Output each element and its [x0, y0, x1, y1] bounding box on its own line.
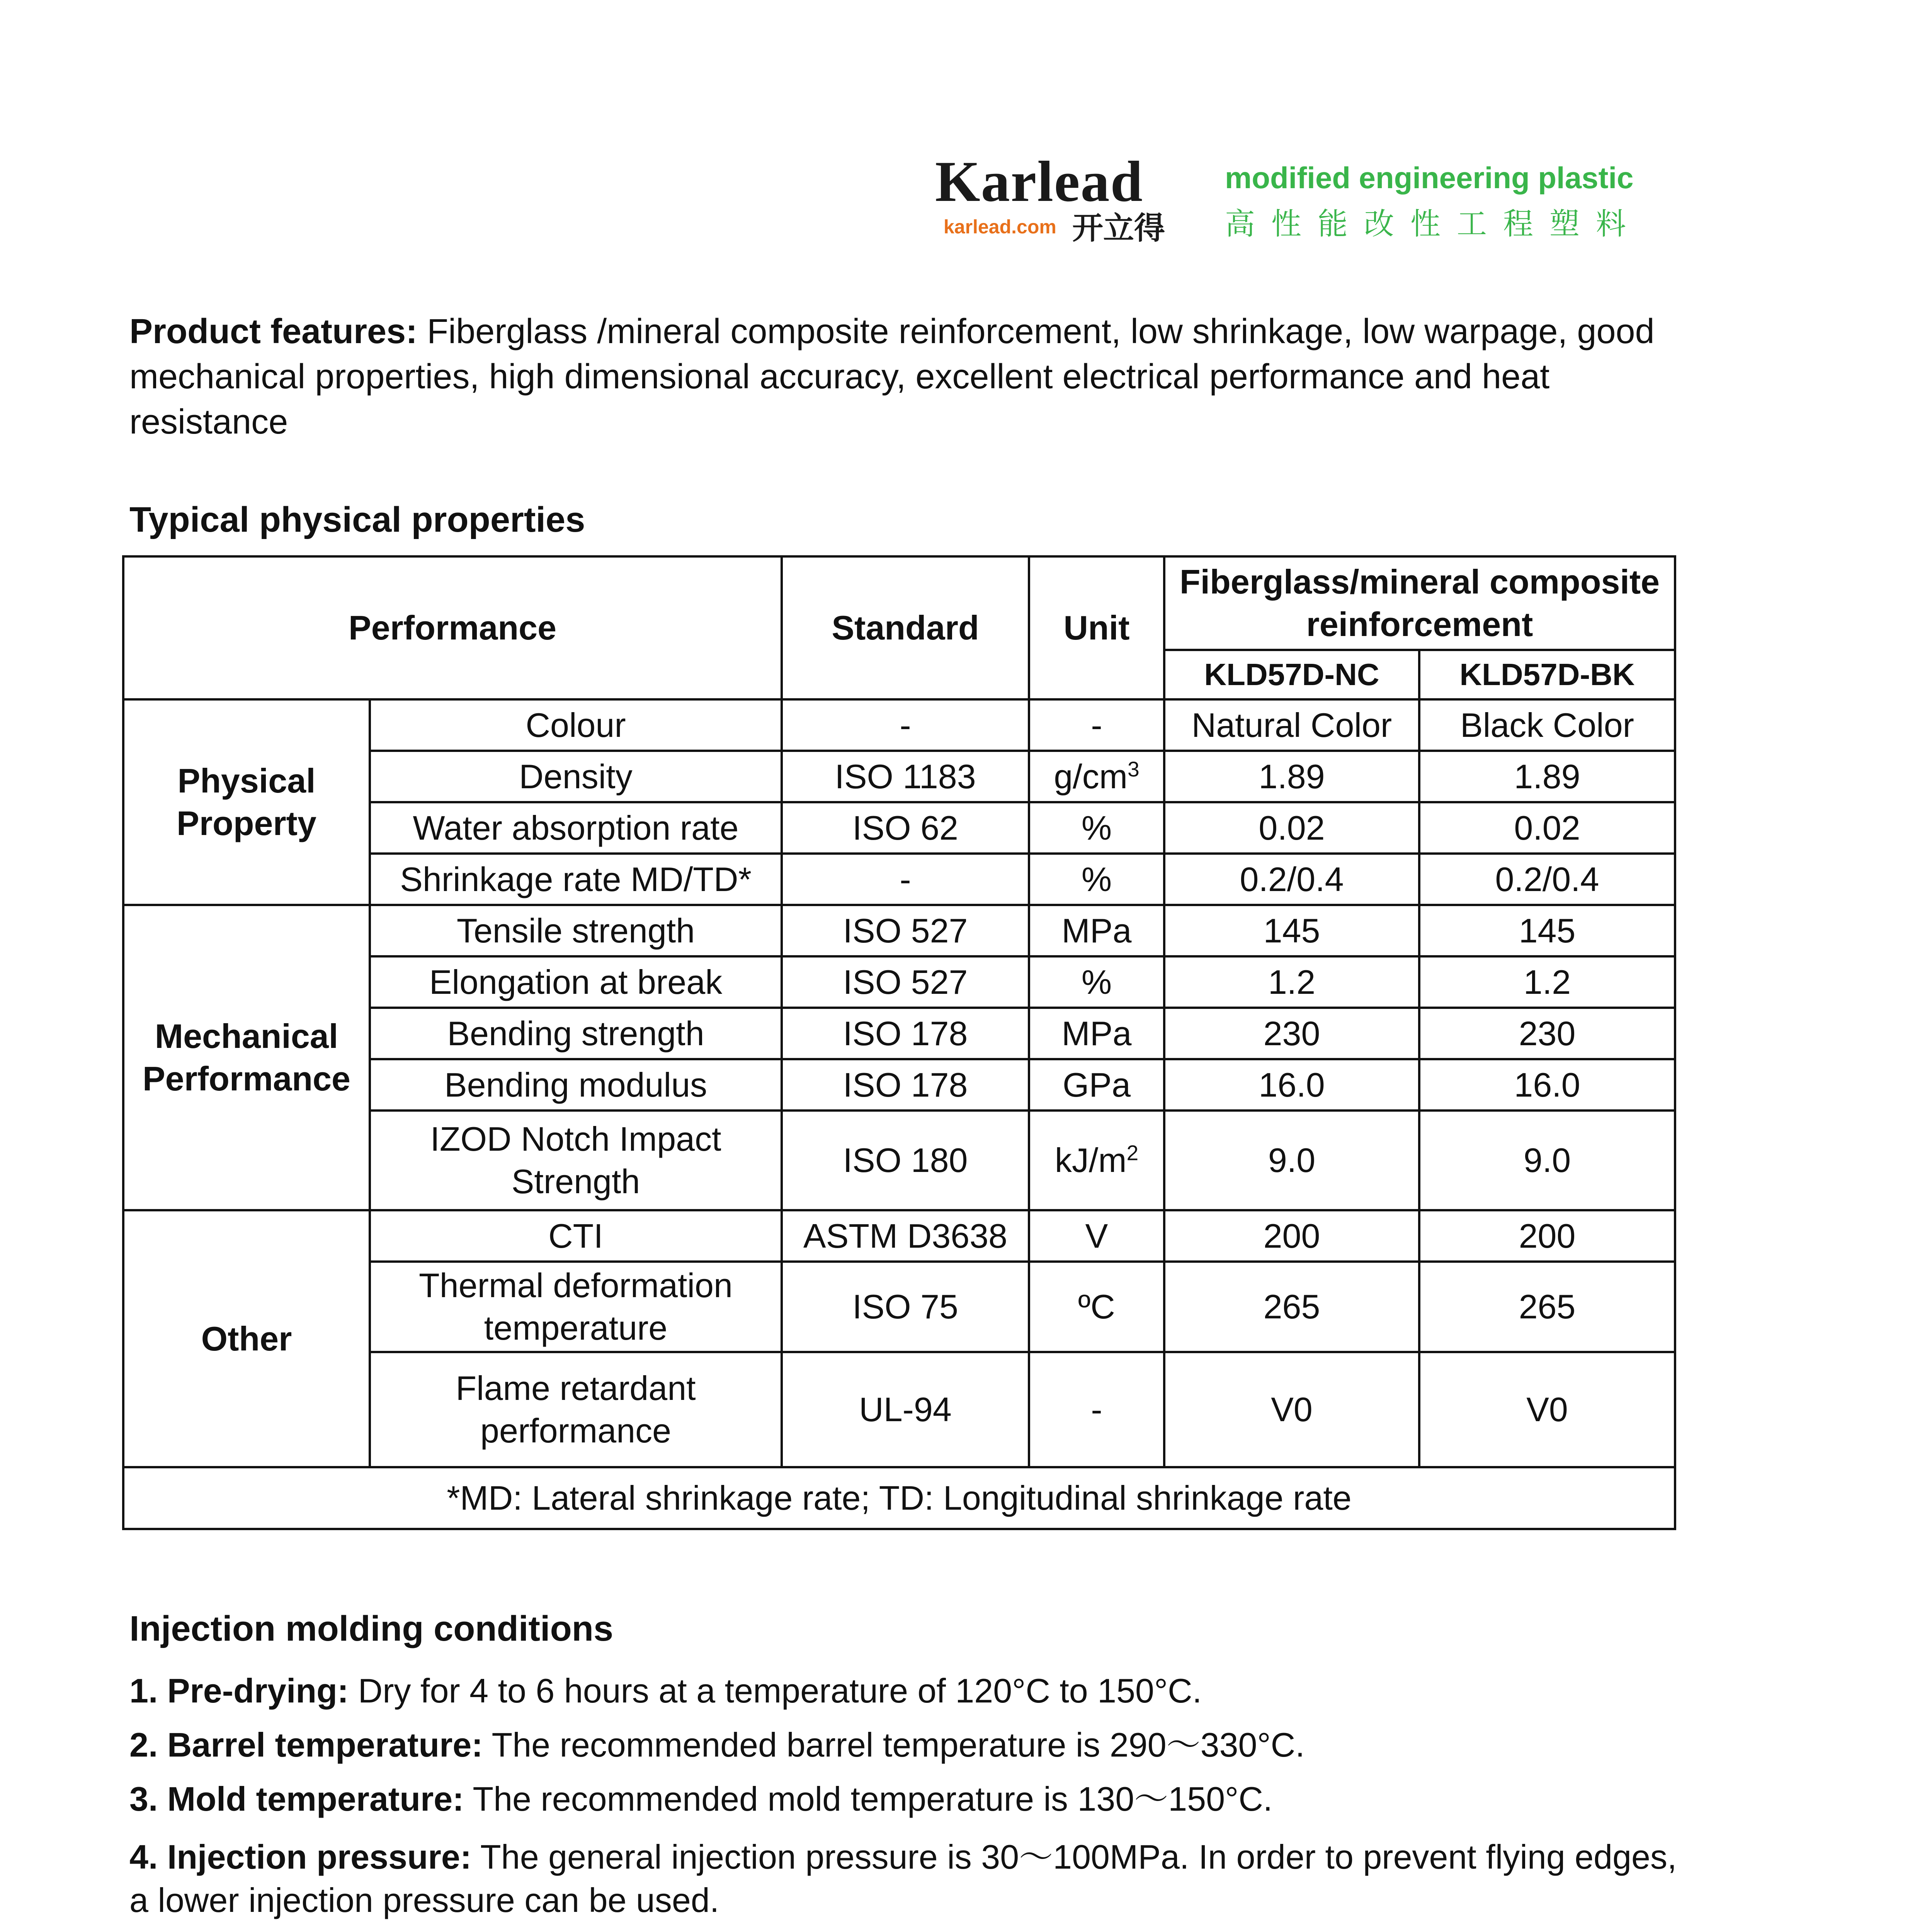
molding-item-text: The recommended barrel temperature is 290～330°C. [483, 1726, 1305, 1764]
molding-item-label: 2. Barrel temperature: [129, 1726, 483, 1764]
property-unit: % [1029, 854, 1164, 905]
value-bk: 0.2/0.4 [1419, 854, 1675, 905]
property-standard: ISO 527 [782, 956, 1029, 1008]
molding-item [129, 1669, 1683, 1713]
property-unit [1029, 751, 1164, 802]
property-standard: ISO 1183 [782, 751, 1029, 802]
property-name: Shrinkage rate MD/TD* [370, 854, 782, 905]
brand-url: karlead.com [944, 216, 1056, 238]
property-name: Water absorption rate [370, 802, 782, 854]
brand-tagline: modified engineering plastic [1225, 161, 1634, 195]
property-standard: - [782, 699, 1029, 751]
property-unit: - [1029, 1352, 1164, 1467]
unit-exponent: 3 [1128, 757, 1139, 781]
value-bk: V0 [1419, 1352, 1675, 1467]
property-unit: ºC [1029, 1262, 1164, 1352]
molding-item [129, 1777, 1683, 1821]
value-nc: 200 [1164, 1210, 1419, 1262]
table-footnote: *MD: Lateral shrinkage rate; TD: Longitudinal shrinkage rate [123, 1467, 1675, 1529]
value-nc: 1.2 [1164, 956, 1419, 1008]
value-bk: 1.89 [1419, 751, 1675, 802]
property-unit: - [1029, 699, 1164, 751]
value-bk: Black Color [1419, 699, 1675, 751]
value-bk: 265 [1419, 1262, 1675, 1352]
value-bk: 200 [1419, 1210, 1675, 1262]
property-standard: UL-94 [782, 1352, 1029, 1467]
property-name: Thermal deformation temperature [370, 1262, 782, 1352]
molding-item-label: 3. Mold temperature: [129, 1780, 464, 1818]
property-standard: ISO 178 [782, 1008, 1029, 1059]
value-nc: 265 [1164, 1262, 1419, 1352]
value-bk: 0.02 [1419, 802, 1675, 854]
brand-chinese-name: 开立得 [1072, 210, 1165, 246]
property-unit: % [1029, 802, 1164, 854]
value-nc: V0 [1164, 1352, 1419, 1467]
molding-item-text: The recommended mold temperature is 130～150°C. [464, 1780, 1273, 1818]
value-bk: 145 [1419, 905, 1675, 956]
property-name: CTI [370, 1210, 782, 1262]
header-grade-nc: KLD57D-NC [1164, 650, 1419, 699]
property-name: Colour [370, 699, 782, 751]
property-unit: GPa [1029, 1059, 1164, 1111]
value-nc: Natural Color [1164, 699, 1419, 751]
property-standard: ISO 62 [782, 802, 1029, 854]
property-unit: MPa [1029, 1008, 1164, 1059]
header-material-group: Fiberglass/mineral composite reinforcement [1164, 556, 1675, 650]
property-name: IZOD Notch Impact Strength [370, 1111, 782, 1210]
product-features [129, 309, 1683, 445]
property-name: Bending strength [370, 1008, 782, 1059]
property-name: Density [370, 751, 782, 802]
table-title: Typical physical properties [129, 500, 585, 539]
group-physical-property: Physical Property [123, 699, 370, 905]
property-name: Tensile strength [370, 905, 782, 956]
property-standard: ISO 180 [782, 1111, 1029, 1210]
property-unit: V [1029, 1210, 1164, 1262]
value-nc: 9.0 [1164, 1111, 1419, 1210]
molding-item-label: 4. Injection pressure: [129, 1838, 472, 1876]
brand-logo: Karlead [935, 150, 1143, 214]
value-bk: 16.0 [1419, 1059, 1675, 1111]
property-unit [1029, 1111, 1164, 1210]
value-bk: 1.2 [1419, 956, 1675, 1008]
product-features-label: Product features: [129, 312, 418, 351]
header-performance: Performance [123, 556, 782, 699]
molding-title: Injection molding conditions [129, 1609, 614, 1648]
brand-tagline-chinese: 高性能改性工程塑料 [1225, 207, 1643, 242]
property-standard: ISO 178 [782, 1059, 1029, 1111]
value-nc: 1.89 [1164, 751, 1419, 802]
property-unit: % [1029, 956, 1164, 1008]
unit-base: kJ/m [1054, 1141, 1127, 1179]
property-standard: - [782, 854, 1029, 905]
header-grade-bk: KLD57D-BK [1419, 650, 1675, 699]
unit-exponent: 2 [1126, 1141, 1139, 1165]
group-other: Other [123, 1210, 370, 1467]
properties-table [122, 555, 1676, 1530]
property-name: Elongation at break [370, 956, 782, 1008]
property-standard: ISO 527 [782, 905, 1029, 956]
property-unit: MPa [1029, 905, 1164, 956]
header-unit: Unit [1029, 556, 1164, 699]
molding-item-text: Dry for 4 to 6 hours at a temperature of 120°C to 150°C. [349, 1672, 1202, 1710]
property-name: Flame retardant performance [370, 1352, 782, 1467]
molding-item-text: The general injection pressure is 30～100MPa. In order to prevent flying edges, a lower injection pressure can be used. [129, 1838, 1677, 1919]
product-features-text: Fiberglass /mineral composite reinforcement, low shrinkage, low warpage, good mechanical properties, high dimensional accuracy, excellent electrical performance and heat resistance [129, 312, 1655, 441]
molding-item [129, 1835, 1683, 1922]
value-bk: 9.0 [1419, 1111, 1675, 1210]
header-standard: Standard [782, 556, 1029, 699]
value-nc: 16.0 [1164, 1059, 1419, 1111]
value-nc: 145 [1164, 905, 1419, 956]
property-standard: ISO 75 [782, 1262, 1029, 1352]
property-standard: ASTM D3638 [782, 1210, 1029, 1262]
value-nc: 0.02 [1164, 802, 1419, 854]
value-nc: 230 [1164, 1008, 1419, 1059]
value-bk: 230 [1419, 1008, 1675, 1059]
brand-header [935, 150, 1650, 246]
molding-item [129, 1723, 1683, 1767]
value-nc: 0.2/0.4 [1164, 854, 1419, 905]
group-mechanical-performance: Mechanical Performance [123, 905, 370, 1210]
molding-item-label: 1. Pre-drying: [129, 1672, 349, 1710]
unit-base: g/cm [1054, 757, 1128, 796]
property-name: Bending modulus [370, 1059, 782, 1111]
